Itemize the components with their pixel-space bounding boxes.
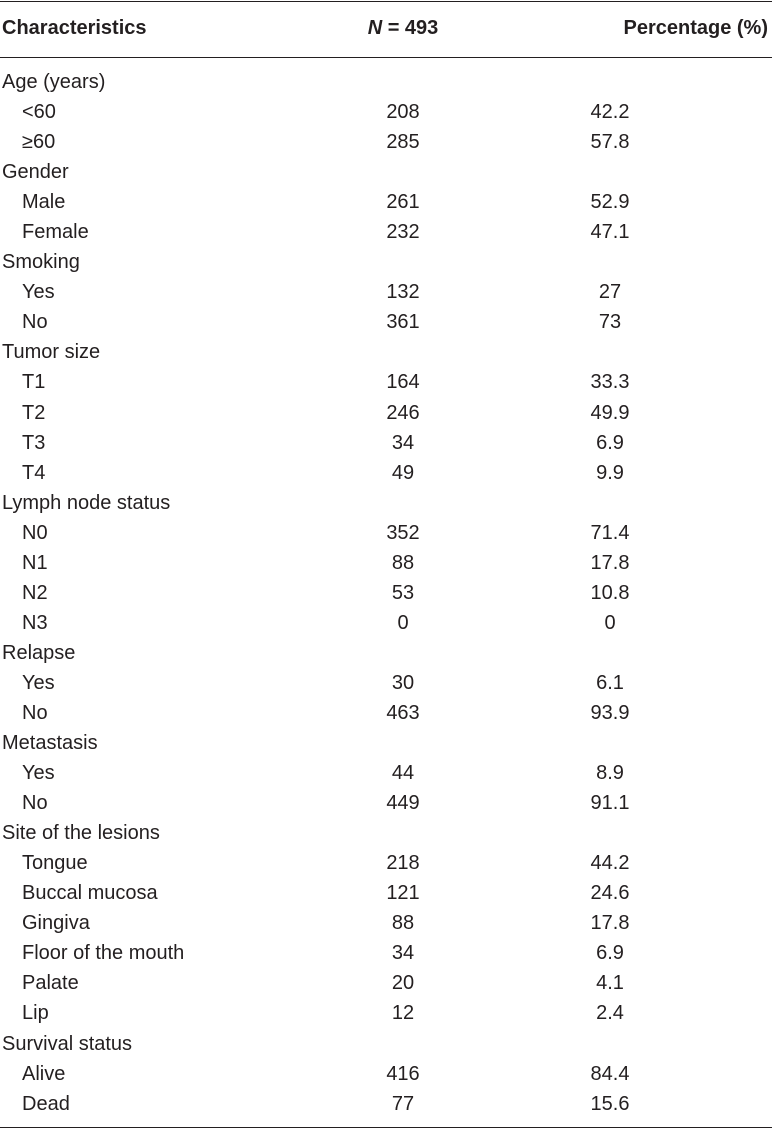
row-n-value: 208 <box>386 101 420 124</box>
row-label: T2 <box>22 401 46 424</box>
row-percentage-value: 8.9 <box>596 762 624 785</box>
table-row <box>0 878 772 908</box>
header-n-value: = 493 <box>382 17 439 39</box>
table-row <box>0 428 772 458</box>
table-row <box>0 307 772 337</box>
row-n-value: 88 <box>391 551 415 574</box>
row-percentage-value: 93.9 <box>590 701 630 724</box>
table-header-rule <box>0 57 772 58</box>
row-label: No <box>22 701 48 724</box>
row-n-value: 53 <box>391 581 415 604</box>
row-label: N1 <box>22 551 48 574</box>
row-n-value: 132 <box>386 281 420 304</box>
row-n-value: 88 <box>391 912 415 935</box>
table-row <box>0 608 772 638</box>
row-percentage-value: 47.1 <box>590 221 630 244</box>
table-group-row <box>0 728 772 758</box>
table-group-row <box>0 1029 772 1059</box>
table-group-row <box>0 818 772 848</box>
row-n-value: 164 <box>386 371 420 394</box>
table-row <box>0 698 772 728</box>
row-percentage-value: 6.9 <box>596 942 624 965</box>
row-n-value: 463 <box>386 701 420 724</box>
row-n-value: 34 <box>391 431 415 454</box>
row-percentage-value: 2.4 <box>596 1002 624 1025</box>
row-percentage-value: 73 <box>598 311 622 334</box>
row-n-value: 352 <box>386 521 420 544</box>
row-n-value: 261 <box>386 191 420 214</box>
row-n-value: 416 <box>386 1062 420 1085</box>
row-percentage-value: 0 <box>604 611 616 634</box>
row-n-value: 49 <box>391 461 415 484</box>
row-n-value: 12 <box>391 1002 415 1025</box>
table-row <box>0 458 772 488</box>
table-row <box>0 217 772 247</box>
row-percentage-value: 6.1 <box>596 671 624 694</box>
row-label: Gender <box>2 161 69 184</box>
row-percentage-value: 17.8 <box>590 551 630 574</box>
table-group-row <box>0 337 772 367</box>
row-percentage-value: 91.1 <box>590 792 630 815</box>
row-n-value: 77 <box>391 1092 415 1115</box>
row-percentage-value: 84.4 <box>590 1062 630 1085</box>
row-label: Gingiva <box>22 912 90 935</box>
row-n-value: 34 <box>391 942 415 965</box>
table-row <box>0 398 772 428</box>
row-n-value: 30 <box>391 671 415 694</box>
table-row <box>0 578 772 608</box>
row-label: Palate <box>22 972 79 995</box>
row-label: N2 <box>22 581 48 604</box>
table-row <box>0 277 772 307</box>
table-row <box>0 548 772 578</box>
table-row <box>0 998 772 1028</box>
table-bottom-rule <box>0 1127 772 1128</box>
row-label: Lip <box>22 1002 49 1025</box>
table-row <box>0 518 772 548</box>
row-label: Yes <box>22 671 55 694</box>
row-percentage-value: 71.4 <box>590 521 630 544</box>
table-row <box>0 367 772 397</box>
header-n <box>318 17 488 40</box>
row-percentage-value: 44.2 <box>590 852 630 875</box>
table-row <box>0 97 772 127</box>
row-n-value: 20 <box>391 972 415 995</box>
row-label: N0 <box>22 521 48 544</box>
row-percentage-value: 6.9 <box>596 431 624 454</box>
row-label: ≥60 <box>22 131 56 154</box>
table-body <box>0 67 772 1119</box>
row-percentage-value: 49.9 <box>590 401 630 424</box>
table-group-row <box>0 488 772 518</box>
row-percentage-value: 57.8 <box>590 131 630 154</box>
row-label: <60 <box>22 101 56 124</box>
row-percentage-value: 42.2 <box>590 101 630 124</box>
row-label: T4 <box>22 461 46 484</box>
table-row <box>0 1059 772 1089</box>
row-label: Floor of the mouth <box>22 942 185 965</box>
row-percentage-value: 9.9 <box>596 461 624 484</box>
row-label: No <box>22 792 48 815</box>
row-label: Female <box>22 221 89 244</box>
row-label: Relapse <box>2 641 76 664</box>
row-n-value: 361 <box>386 311 420 334</box>
row-label: Lymph node status <box>2 491 171 514</box>
row-label: Tongue <box>22 852 88 875</box>
row-label: T1 <box>22 371 46 394</box>
row-percentage-value: 52.9 <box>590 191 630 214</box>
table-row <box>0 848 772 878</box>
table-group-row <box>0 247 772 277</box>
row-n-value: 449 <box>386 792 420 815</box>
table-group-row <box>0 157 772 187</box>
row-label: Yes <box>22 762 55 785</box>
row-label: Yes <box>22 281 55 304</box>
row-label: Age (years) <box>2 71 106 93</box>
row-n-value: 121 <box>386 882 420 905</box>
table-group-row <box>0 638 772 668</box>
row-label: No <box>22 311 48 334</box>
row-label: N3 <box>22 611 48 634</box>
row-n-value: 232 <box>386 221 420 244</box>
row-n-value: 218 <box>386 852 420 875</box>
row-n-value: 246 <box>386 401 420 424</box>
row-percentage-value: 4.1 <box>596 972 624 995</box>
row-percentage-value: 10.8 <box>590 581 630 604</box>
row-label: Alive <box>22 1062 66 1085</box>
row-label: Male <box>22 191 66 214</box>
row-percentage-value: 15.6 <box>590 1092 630 1115</box>
header-characteristics: Characteristics <box>2 17 147 39</box>
header-n-symbol: N <box>367 17 383 39</box>
table-row <box>0 938 772 968</box>
table-row <box>0 127 772 157</box>
row-label: Buccal mucosa <box>22 882 158 905</box>
row-n-value: 285 <box>386 131 420 154</box>
table-row <box>0 668 772 698</box>
table-row <box>0 908 772 938</box>
table-row <box>0 1089 772 1119</box>
row-label: Metastasis <box>2 732 98 755</box>
header-percentage: Percentage (%) <box>623 17 768 39</box>
table-group-row <box>0 67 772 97</box>
row-n-value: 44 <box>391 762 415 785</box>
row-percentage-value: 33.3 <box>590 371 630 394</box>
row-percentage-value: 24.6 <box>590 882 630 905</box>
row-n-value: 0 <box>397 611 409 634</box>
row-label: Dead <box>22 1092 70 1115</box>
table-row <box>0 788 772 818</box>
table-row <box>0 187 772 217</box>
row-percentage-value: 17.8 <box>590 912 630 935</box>
row-label: Tumor size <box>2 341 101 364</box>
row-percentage-value: 27 <box>598 281 622 304</box>
table-row <box>0 968 772 998</box>
row-label: Smoking <box>2 251 80 274</box>
table-row <box>0 758 772 788</box>
table-header <box>0 0 772 57</box>
row-label: Survival status <box>2 1032 133 1055</box>
row-label: Site of the lesions <box>2 822 160 845</box>
row-label: T3 <box>22 431 46 454</box>
